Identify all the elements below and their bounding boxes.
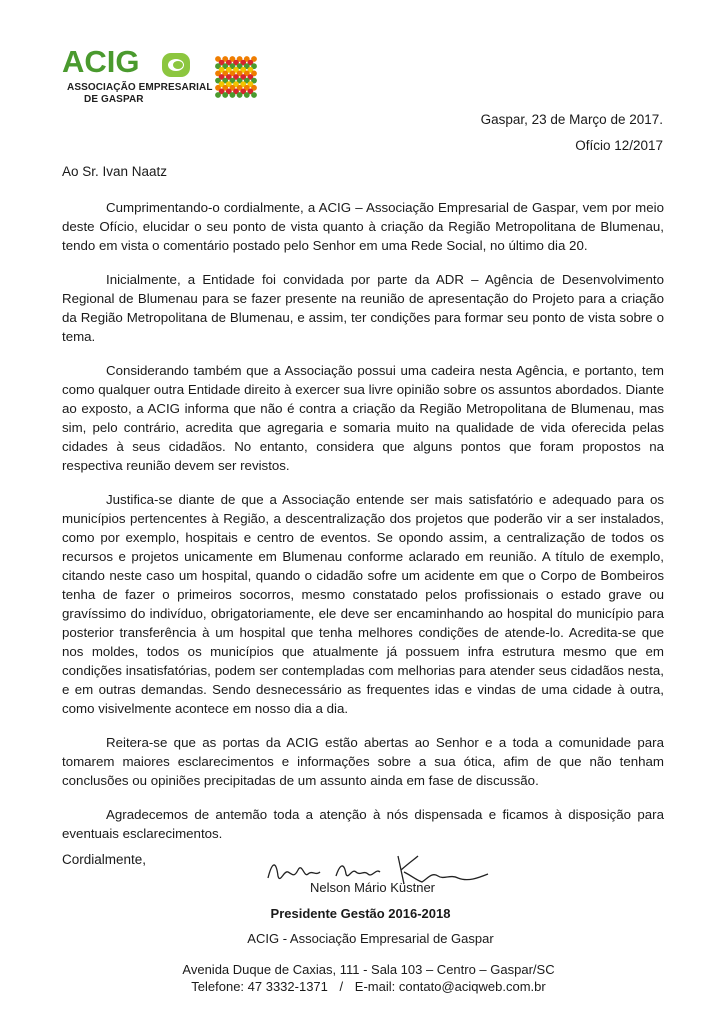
letter-date: Gaspar, 23 de Março de 2017. (480, 112, 663, 127)
logo-dot (222, 92, 228, 98)
footer-separator: / (339, 979, 344, 994)
paragraph: Agradecemos de antemão toda a atenção à nós dispensada e ficamos à disposição para eventuais esclarecimentos. (62, 807, 664, 841)
paragraph: Reitera-se que as portas da ACIG estão abertas ao Senhor e a toda a comunidade para tomarem maiores esclarecimentos e informações sobre a sua ótica, afim de que não tenham conclusões ou opiniões precipitadas de um assunto ainda em fase de discussão. (62, 735, 664, 788)
addressee: Ao Sr. Ivan Naatz (62, 164, 168, 179)
letter-body (62, 198, 664, 858)
paragraph: Considerando também que a Associação possui uma cadeira nesta Agência, e portanto, tem como qualquer outra Entidade direito à exercer sua livre opinião sobre os assuntos abordados. Diante ao exposto, a ACIG informa que não é contra a criação da Região Metropolitana de Blumenau, mas sim, pelo contrário, acredita que agregaria e somaria muito na qualidade de vida oferecida pelas cidades à seus cidadãos. No entanto, considera que alguns pontos que foram propostos na respectiva reunião devem ser revistos. (62, 363, 664, 473)
signer-name: Nelson Mário Küstner (310, 880, 435, 895)
closing: Cordialmente, (62, 852, 147, 867)
footer-email[interactable]: E-mail: contato@aciqweb.com.br (354, 979, 546, 994)
logo-ring-icon (161, 52, 191, 78)
acig-logo (62, 38, 272, 118)
letter-reference: Ofício 12/2017 (575, 138, 663, 153)
footer-address: Avenida Duque de Caxias, 111 - Sala 103 – Centro – Gaspar/SC (182, 962, 555, 977)
logo-wordmark: ACIG (62, 44, 140, 79)
signer-title: Presidente Gestão 2016-2018 (270, 906, 451, 921)
paragraph: Cumprimentando-o cordialmente, a ACIG – Associação Empresarial de Gaspar, vem por meio deste Ofício, elucidar o seu ponto de vista quanto à criação da Região Metropolitana de Blumenau, tendo em vista o comentário postado pelo Senhor em uma Rede Social, no último dia 20. (62, 200, 664, 253)
logo-dot (230, 92, 236, 98)
logo-dot (244, 92, 250, 98)
footer-phone: Telefone: 47 3332-1371 (191, 979, 328, 994)
logo-dot (215, 92, 221, 98)
logo-line-2: DE GASPAR (84, 94, 144, 105)
footer-contact (6, 979, 725, 994)
logo-diamond-mark-icon (200, 38, 272, 116)
logo-dot (237, 92, 243, 98)
logo-line-1: ASSOCIAÇÃO EMPRESARIAL (67, 82, 213, 93)
paragraph: Inicialmente, a Entidade foi convidada por parte da ADR – Agência de Desenvolvimento Regional de Blumenau para se fazer presente na reunião de apresentação do Projeto para a criação da Região Metropolitana de Blumenau, e assim, ter condições para formar seu ponto de vista sobre o tema. (62, 272, 664, 344)
paragraph: Justifica-se diante de que a Associação entende ser mais satisfatório e adequado para os municípios pertencentes à Região, a descentralização dos projetos que poderão vir a ser instalados, como por exemplo, hospitais e centro de eventos. Se opondo assim, a centralização de todos os recursos e projetos unicamente em Blumenau conforme aclarado em reunião. A título de exemplo, citando neste caso um hospital, quando o cidadão sofre um acidente em que o Corpo de Bombeiros tenha de fazer o primeiros socorros, mesmo constatado pelos profissionais o estado grave ou gravíssimo do indivíduo, obrigatoriamente, ele deve ser encaminhando ao hospital do município para posterior transferência à um hospital que tenha melhores condições de atende-lo. Acredita-se que nos moldes, todos os municípios que atualmente já possuem infra estrutura mesmo que em condições insatisfatórias, podem ser contempladas com melhorias para atender seus cidadãos nesta, e em outras demandas. Sendo desnecessário as frequentes idas e vindas de uma cidade à outra, como visivelmente acontece em nosso dia a dia. (62, 492, 664, 716)
logo-dot (251, 92, 257, 98)
signer-organization: ACIG - Associação Empresarial de Gaspar (247, 931, 494, 946)
